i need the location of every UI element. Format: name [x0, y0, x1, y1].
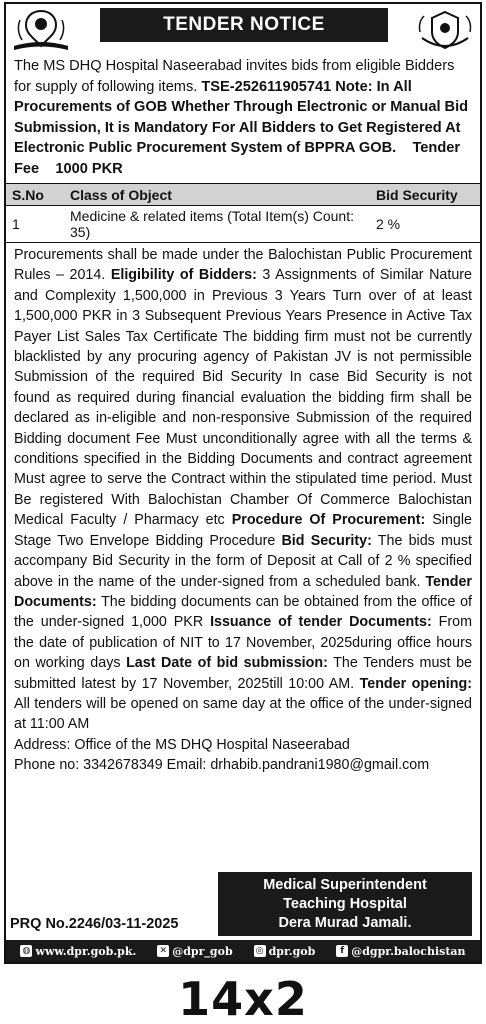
procurement-rules: Procurements shall be made under the Balochistan Public Procurement Rules – 2014.	[14, 247, 472, 284]
eligibility-text: 3 Assignments of Similar Nature and Complexity 1,500,000 in Previous 3 Years Turn over of at least 1,500,000 PKR in 3 Subsequent Previous Years Presence in Active Tax Payer List Sales Tax Certificate The bidding firm must not be currently blacklisted by any procuring agency of Pakistan JV is not permissible Submission of the required Bid Security In case Bid Security is not found as required during financial evaluation the bidding firm shall be declared as in-eligible and non-responsive Submission of the required Bidding document Fee Must unconditionally agree with all the terms & conditions specified in the Bidding Documents and contract agreement Must agree to serve the Contract within the stipulated time period. Must Be registered With Balochistan Chamber Of Commerce Balochistan Medical Faculty / Pharmacy etc	[14, 267, 472, 529]
signature-block	[218, 872, 472, 936]
issuance-heading: Issuance of tender Documents:	[210, 614, 432, 631]
social-twitter-text: @dpr_gob	[172, 944, 233, 958]
social-instagram-text: dpr.gob	[268, 944, 316, 958]
contact-line: Phone no: 3342678349 Email: drhabib.pandrani1980@gmail.com	[14, 757, 430, 774]
tender-fee-label: Tender Fee	[14, 140, 461, 177]
signature-line-3: Dera Murad Jamali.	[278, 915, 412, 931]
balochistan-emblem-icon	[10, 8, 72, 52]
table-row	[6, 206, 480, 243]
issuance-text: From the date of publication of NIT to 17 November, 2025during office hours on working days	[14, 614, 472, 672]
globe-icon: ◍	[20, 945, 32, 957]
cell-object: Medicine & related items (Total Item(s) Count: 35)	[64, 206, 370, 243]
notice-title: TENDER NOTICE	[100, 8, 388, 42]
prq-number: PRQ No.2246/03-11-2025	[6, 916, 182, 932]
social-bar	[6, 940, 480, 962]
instagram-icon: ◎	[254, 945, 266, 957]
twitter-icon: ✕	[157, 945, 169, 957]
tender-opening-heading: Tender opening:	[359, 675, 472, 692]
signature-line-1: Medical Superintendent	[263, 877, 427, 893]
tender-fee-value: 1000 PKR	[55, 160, 123, 177]
social-instagram[interactable]	[254, 945, 316, 958]
intro-text: The MS DHQ Hospital Naseerabad invites bids from eligible Bidders for supply of following items.	[14, 58, 455, 95]
eligibility-heading: Eligibility of Bidders:	[110, 267, 257, 284]
social-website[interactable]	[20, 945, 136, 958]
bid-security-heading: Bid Security:	[281, 532, 372, 549]
address: Address: Office of the MS DHQ Hospital Naseerabad	[14, 736, 350, 753]
objects-table	[6, 183, 480, 243]
notice-footer	[6, 864, 480, 964]
tender-notice	[4, 2, 482, 964]
tender-documents-heading: Tender Documents:	[14, 573, 472, 610]
cell-security: 2 %	[370, 206, 480, 243]
notice-body	[6, 245, 480, 735]
procedure-heading: Procedure Of Procurement:	[231, 512, 426, 529]
bid-security-text: The bids must accompany Bid Security in the form of Deposit at Call of 2 % specified above in the name of the under-signed from a scheduled bank.	[14, 532, 472, 590]
intro-paragraph	[6, 56, 480, 179]
tender-documents-text: The bidding documents can be obtained from the office of the under-signed 1,000 PKR	[14, 593, 473, 631]
header-bid-security: Bid Security	[370, 184, 480, 206]
notice-header	[6, 4, 480, 54]
facebook-icon: f	[336, 945, 348, 957]
header-sno: S.No	[6, 184, 64, 206]
ad-size-code: 14x2	[178, 972, 308, 1024]
intro-note: TSE-252611905741 Note: In All Procurements of GOB Whether Through Electronic or Manual Bid Submission, It is Mandatory For All Bidders to Get Registered At Electronic Public Procurement System of BPPRA GOB.	[14, 78, 469, 156]
last-date-text: The Tenders must be submitted latest by 17 November, 2025till 10:00 AM.	[14, 655, 472, 692]
signature-line-2: Teaching Hospital	[283, 896, 407, 912]
social-website-text: www.dpr.gob.pk.	[35, 944, 137, 958]
social-facebook[interactable]	[336, 945, 465, 958]
social-facebook-text: @dgpr.balochistan	[351, 944, 466, 958]
table-header-row	[6, 184, 480, 206]
social-twitter[interactable]	[157, 945, 232, 958]
dpr-seal-icon	[414, 8, 476, 52]
cell-sno: 1	[6, 206, 64, 243]
tender-opening-text: All tenders will be opened on same day at the office of the under-signed at 11:00 AM	[14, 695, 472, 733]
last-date-heading: Last Date of bid submission:	[126, 655, 328, 672]
procedure-text: Single Stage Two Envelope Bidding Procedure	[14, 512, 472, 549]
header-class-of-object: Class of Object	[64, 184, 370, 206]
